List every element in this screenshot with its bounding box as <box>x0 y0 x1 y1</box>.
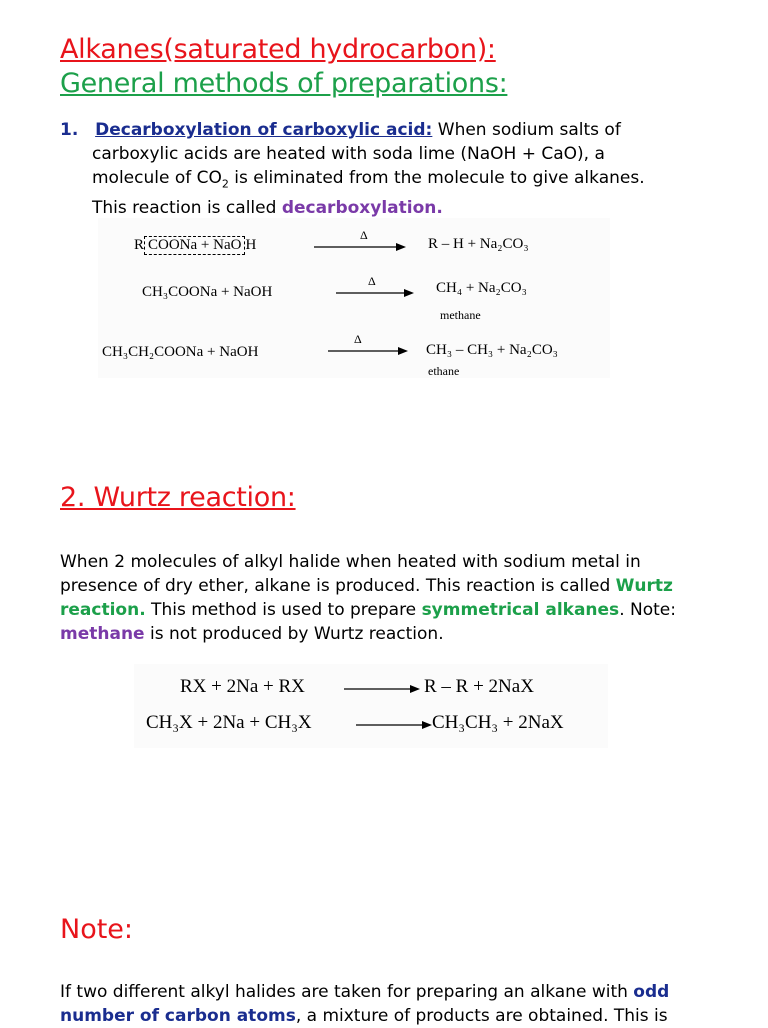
wurtz-equation-1-right: R – R + 2NaX <box>424 676 534 697</box>
page-subtitle: General methods of preparations: <box>60 68 508 99</box>
term-reaction: reaction. <box>60 600 146 620</box>
term-symmetrical-alkanes: symmetrical alkanes <box>421 600 620 620</box>
term-number-of-carbon-atoms: number of carbon atoms <box>60 1006 296 1026</box>
subscript: 2 <box>221 177 229 191</box>
section-number: 1. <box>60 120 79 140</box>
section-text: When sodium salts of <box>432 120 621 140</box>
paragraph-text: . Note: <box>619 600 676 620</box>
paragraph-line: When 2 molecules of alkyl halide when heated with sodium metal in <box>60 552 641 572</box>
equation-1-right: R – H + Na₂CO₃ <box>428 236 529 252</box>
label-ethane: ethane <box>428 364 460 378</box>
section-text <box>60 166 750 196</box>
equation-text: COONa + NaO <box>148 237 242 253</box>
term-methane: methane <box>60 624 145 644</box>
equation-2-left: CH₃COONa + NaOH <box>142 284 273 300</box>
equation-1-left <box>134 236 256 255</box>
note-paragraph <box>60 980 760 1028</box>
paragraph-text: presence of dry ether, alkane is produced. This reaction is called <box>60 576 616 596</box>
section-heading-wurtz: 2. Wurtz reaction: <box>60 482 296 513</box>
delta-symbol: Δ <box>368 274 376 288</box>
equation-3-left: CH₃CH₂COONa + NaOH <box>102 344 259 360</box>
equation-2-right: CH₄ + Na₂CO₃ <box>436 280 527 296</box>
delta-symbol: Δ <box>354 332 362 346</box>
page-title: Alkanes(saturated hydrocarbon): <box>60 34 496 65</box>
wurtz-equations <box>134 664 608 748</box>
arrow-icon <box>328 346 408 356</box>
paragraph-text: is not produced by Wurtz reaction. <box>144 624 444 644</box>
arrow-icon <box>356 720 432 730</box>
section-heading: Decarboxylation of carboxylic acid: <box>95 120 433 140</box>
arrow-icon <box>314 242 406 252</box>
note-heading: Note: <box>60 914 134 945</box>
label-methane: methane <box>440 308 481 322</box>
wurtz-equation-1-left: RX + 2Na + RX <box>180 676 305 697</box>
wurtz-paragraph <box>60 550 750 646</box>
arrow-icon <box>344 684 420 694</box>
section-decarboxylation <box>60 118 750 220</box>
term-odd: odd <box>633 982 670 1002</box>
equation-text: R <box>134 237 145 253</box>
equation-3-right: CH₃ – CH₃ + Na₂CO₃ <box>426 342 558 358</box>
term-wurtz: Wurtz <box>615 576 673 596</box>
arrow-icon <box>336 288 414 298</box>
section-text: molecule of CO <box>92 168 222 188</box>
decarboxylation-equations <box>98 218 610 378</box>
term-decarboxylation: decarboxylation. <box>281 198 443 219</box>
wurtz-equation-2-left: CH₃X + 2Na + CH₃X <box>146 712 312 733</box>
delta-symbol: Δ <box>360 228 368 242</box>
section-text: is eliminated from the molecule to give alkanes. <box>228 168 645 188</box>
paragraph-text: This method is used to prepare <box>145 600 422 620</box>
equation-text: H <box>245 237 257 253</box>
section-text: This reaction is called <box>92 198 282 219</box>
paragraph-text: , a mixture of products are obtained. This is <box>295 1006 668 1026</box>
section-text: carboxylic acids are heated with soda lime (NaOH + CaO), a <box>92 144 605 164</box>
paragraph-text: If two different alkyl halides are taken for preparing an alkane with <box>60 982 634 1002</box>
wurtz-equation-2-right: CH₃CH₃ + 2NaX <box>432 712 564 733</box>
